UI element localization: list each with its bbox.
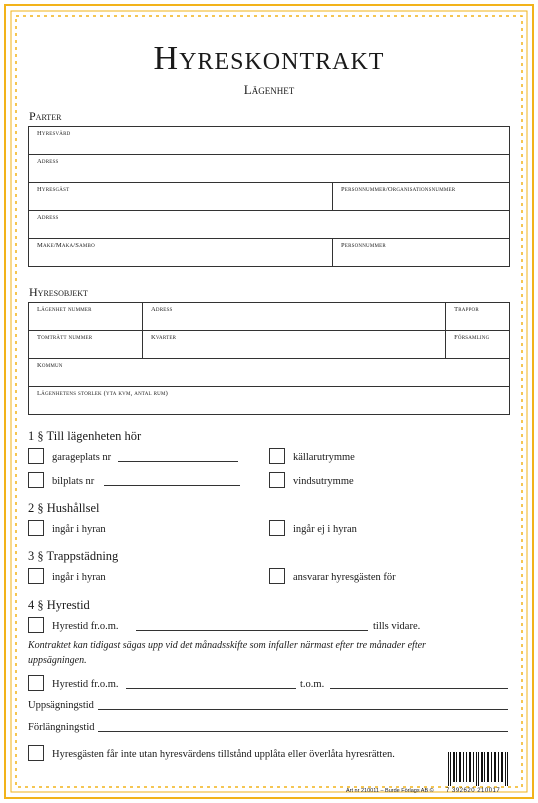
kallarutrymme-checkbox[interactable] <box>269 448 285 464</box>
lagenhet-nummer-field[interactable]: Lägenhet nummer <box>29 303 143 331</box>
garageplats-checkbox[interactable] <box>28 448 44 464</box>
hyresobjekt-table <box>28 302 510 415</box>
uppsagning-note: Kontraktet kan tidigast sägas upp vid det månadsskifte som infaller närmast efter tre månader efter uppsägningen. <box>28 640 426 666</box>
hushallsel-ingar-checkbox[interactable] <box>28 520 44 536</box>
trappstadning-ansvarar-checkbox[interactable] <box>269 568 285 584</box>
page-title: Hyreskontrakt <box>153 40 385 77</box>
kvarter-field[interactable]: Kvarter <box>143 331 446 359</box>
tomtratt-field[interactable]: Tomträtt nummer <box>29 331 143 359</box>
garageplats-line[interactable] <box>118 461 238 462</box>
bilplats-checkbox[interactable] <box>28 472 44 488</box>
hyresobjekt-heading: Hyresobjekt <box>29 285 88 299</box>
vindsutrymme-checkbox[interactable] <box>269 472 285 488</box>
hyresgast-field[interactable]: Hyresgäst <box>29 183 333 211</box>
hyresvard-field[interactable]: Hyresvärd <box>29 127 510 155</box>
personnummer-org-field[interactable]: Personnummer/Organisationsnummer <box>333 183 510 211</box>
adress-field[interactable]: Adress <box>29 155 510 183</box>
trappstadning-ingar-checkbox[interactable] <box>28 568 44 584</box>
hyrestid-bestamd-checkbox[interactable] <box>28 675 44 691</box>
sec4-heading: 4 § Hyrestid <box>28 598 90 612</box>
forsamling-field[interactable]: Församling <box>446 331 510 359</box>
garageplats-label: garageplats nr <box>52 452 112 463</box>
sec3-heading: 3 § Trappstädning <box>28 549 119 563</box>
barcode-number: 7 392620 210017 <box>446 788 501 794</box>
objekt-adress-field[interactable]: Adress <box>143 303 446 331</box>
hushallsel-ingar-ej-checkbox[interactable] <box>269 520 285 536</box>
hyrestid-from-line[interactable] <box>136 630 368 631</box>
hyrestid-tillsvidare-checkbox[interactable] <box>28 617 44 633</box>
sec1-heading: 1 § Till lägenheten hör <box>28 429 142 443</box>
parter-table <box>28 126 510 267</box>
uppsagningstid-label: Uppsägningstid <box>28 700 94 711</box>
upplata-checkbox[interactable] <box>28 745 44 761</box>
upplata-label: Hyresgästen får inte utan hyresvärdens tillstånd upplåta eller överlåta hyresrätten. <box>52 749 395 760</box>
hushallsel-ingar-ej-label: ingår ej i hyran <box>293 524 357 535</box>
article-number: Art nr 210011 – Burde Förlags AB © <box>346 788 434 794</box>
hyrestid-from-line-2[interactable] <box>126 688 296 689</box>
kommun-field[interactable]: Kommun <box>29 359 510 387</box>
personnummer-field[interactable]: Personnummer <box>333 239 510 267</box>
hyrestid-from-label-2: Hyrestid fr.o.m. <box>52 679 119 690</box>
trappstadning-ansvarar-label: ansvarar hyresgästen för <box>293 572 396 583</box>
vindsutrymme-label: vindsutrymme <box>293 476 354 487</box>
hyrestid-from-label: Hyrestid fr.o.m. <box>52 621 119 632</box>
trappor-field[interactable]: Trappor <box>446 303 510 331</box>
hushallsel-ingar-label: ingår i hyran <box>52 524 106 535</box>
tom-line[interactable] <box>330 688 508 689</box>
trappstadning-ingar-label: ingår i hyran <box>52 572 106 583</box>
forlangningstid-label: Förlängningstid <box>28 722 95 733</box>
bilplats-label: bilplats nr <box>52 476 95 487</box>
tills-vidare-label: tills vidare. <box>373 621 421 632</box>
storlek-field[interactable]: Lägenhetens storlek (yta kvm, antal rum) <box>29 387 510 415</box>
bilplats-line[interactable] <box>104 485 240 486</box>
forlangningstid-line[interactable] <box>98 731 508 732</box>
tom-label: t.o.m. <box>300 679 325 690</box>
page-subtitle: Lägenhet <box>243 82 295 97</box>
parter-heading: Parter <box>29 109 62 123</box>
make-field[interactable]: Make/Maka/Sambo <box>29 239 333 267</box>
kallarutrymme-label: källarutrymme <box>293 452 355 463</box>
barcode <box>446 752 512 786</box>
uppsagningstid-line[interactable] <box>98 709 508 710</box>
adress-field-2[interactable]: Adress <box>29 211 510 239</box>
sec2-heading: 2 § Hushållsel <box>28 501 100 515</box>
